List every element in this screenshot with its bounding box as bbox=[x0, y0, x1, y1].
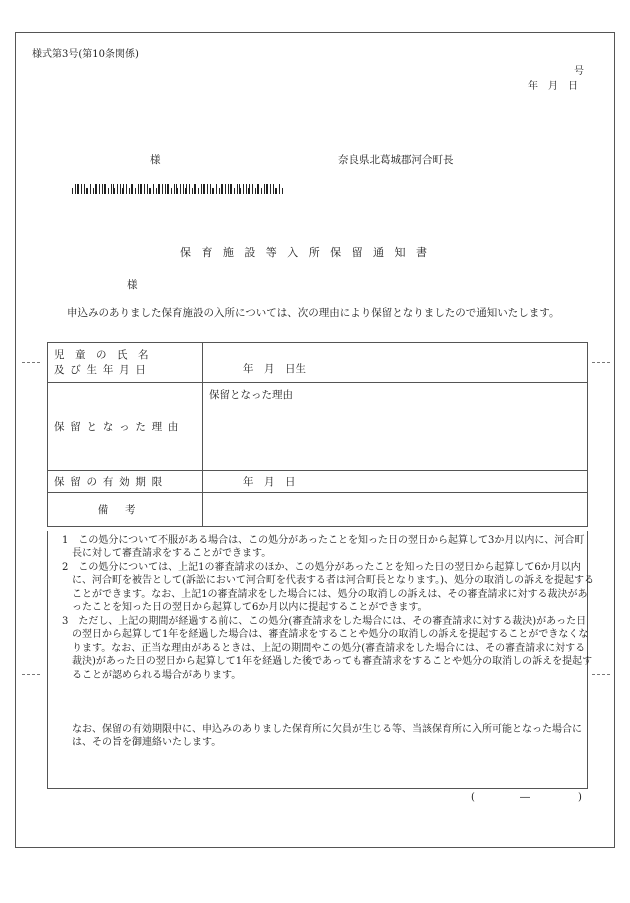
page-title: 保育施設等入所保留通知書 bbox=[180, 246, 438, 259]
validity-row bbox=[48, 471, 588, 493]
validity-label-cell bbox=[48, 471, 203, 493]
fold-mark-right-top bbox=[592, 362, 610, 363]
reason-label: 保留となった理由 bbox=[54, 421, 185, 433]
remarks-label: 備考 bbox=[97, 504, 153, 516]
remarks-row bbox=[48, 493, 588, 527]
child-label-line2: 及び生年月日 bbox=[54, 363, 152, 376]
remarks-value-cell bbox=[203, 493, 588, 527]
birth-date-value: 年 月 日生 bbox=[243, 363, 306, 375]
fold-mark-left-bottom bbox=[22, 674, 40, 675]
child-row bbox=[48, 343, 588, 383]
number-suffix: 号 bbox=[574, 66, 584, 77]
reason-label-cell bbox=[48, 383, 203, 471]
fold-mark-right-bottom bbox=[592, 674, 610, 675]
reason-row bbox=[48, 383, 588, 471]
note-item-2: 2 この処分については、上記1の審査請求のほか、この処分があったことを知った日の翌日から起算して6か月以内に、河合町を被告として(訴訟において河合町を代表する者は河合町長となります。)、処分の取消しの訴えを提起することができます。なお、上記1の審査請求をした場合には、処分の取消しの訴えは、その審査請求に対する裁決があったことを知った日の翌日から起算して6か月以内に提起することができます。 bbox=[62, 562, 595, 614]
validity-label: 保留の有効期限 bbox=[54, 476, 168, 488]
footer-paren-open: ( bbox=[471, 792, 475, 803]
issuer-name: 奈良県北葛城郡河合町長 bbox=[338, 154, 454, 166]
issue-date: 年 月 日 bbox=[528, 81, 578, 92]
reason-value-cell bbox=[203, 383, 588, 471]
barcode-icon bbox=[72, 184, 284, 194]
reason-value: 保留となった理由 bbox=[209, 389, 293, 401]
fold-mark-left-top bbox=[22, 362, 40, 363]
footer-dash: ― bbox=[520, 792, 530, 803]
remarks-label-cell bbox=[48, 493, 203, 527]
note-item-3: 3 ただし、上記の期間が経過する前に、この処分(審査請求をした場合には、その審査請求に対する裁決)があった日の翌日から起算して1年を経過した場合は、審査請求をすることや処分の取消しの訴えを提起することができなくなります。なお、正当な理由があるときは、上記の期間やこの処分(審査請求をした場合には、その審査請求に対する裁決)があった日の翌日から起算して1年を経過した後であっても審査請求をすることや処分の取消しの訴えを提起することが認められる場合があります。 bbox=[62, 616, 593, 681]
validity-value: 年 月 日 bbox=[243, 476, 296, 488]
child-label-cell bbox=[48, 343, 203, 383]
footer-paren-close: ) bbox=[578, 792, 582, 803]
form-number: 様式第3号(第10条関係) bbox=[32, 49, 139, 60]
child-label-line1: 児 童 の 氏 名 bbox=[54, 348, 149, 361]
birth-date-cell bbox=[203, 343, 588, 383]
validity-value-cell bbox=[203, 471, 588, 493]
recipient-suffix: 様 bbox=[127, 279, 138, 291]
intro-text: 申込みのありました保育施設の入所については、次の理由により保留となりましたので通知いたします。 bbox=[67, 307, 560, 319]
note-item-1: 1 この処分について不服がある場合は、この処分があったことを知った日の翌日から起算して3か月以内に、河合町長に対して審査請求をすることができます。 bbox=[62, 535, 585, 560]
note-item-closing: なお、保留の有効期限中に、申込みのありました保育所に欠員が生じる等、当該保育所に入所可能となった場合には、その旨を御連絡いたします。 bbox=[72, 724, 582, 749]
notice-table bbox=[47, 342, 588, 527]
addressee-suffix: 様 bbox=[150, 154, 161, 166]
